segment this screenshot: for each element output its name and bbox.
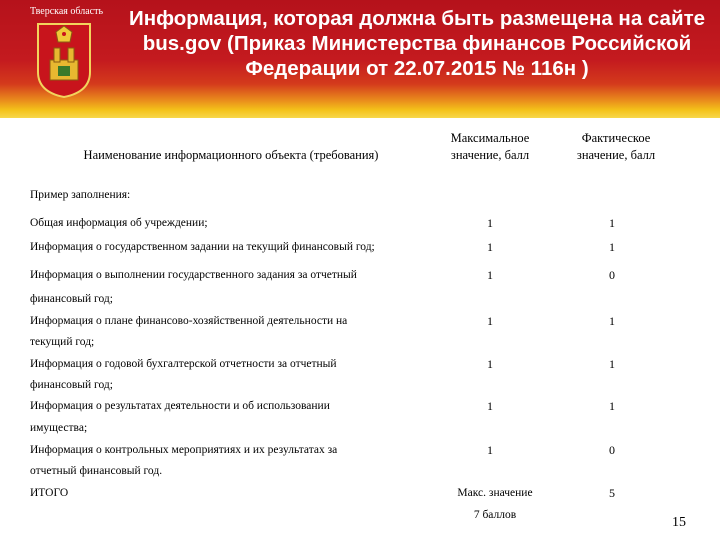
column-header-max	[426, 130, 554, 164]
column-header-line: значение, балл	[576, 148, 656, 162]
table-row-max: 1	[487, 268, 493, 282]
table-row-max: 1	[487, 240, 493, 254]
region-label: Тверская область	[30, 6, 104, 17]
column-header-fact	[552, 130, 680, 164]
example-label: Пример заполнения:	[30, 189, 131, 201]
table-row-fact: 1	[609, 399, 615, 413]
table-row-max: 1	[487, 399, 493, 413]
column-header-line: Фактическое	[581, 131, 651, 145]
table-row-max: 1	[487, 443, 493, 457]
column-header-name: Наименование информационного объекта (требования)	[83, 148, 379, 162]
total-max-points: 7 баллов	[473, 509, 517, 521]
table-row-text: Общая информация об учреждении;	[30, 217, 208, 229]
total-fact: 5	[609, 486, 615, 500]
table-row-text-cont: финансовый год;	[30, 379, 113, 391]
table-row-fact: 1	[609, 357, 615, 371]
table-row-text-cont: финансовый год;	[30, 293, 113, 305]
total-max: Макс. значение	[457, 487, 533, 499]
table-row-text-cont: имущества;	[30, 422, 88, 434]
table-row-fact: 1	[609, 314, 615, 328]
table-row-fact: 1	[609, 216, 615, 230]
total-label: ИТОГО	[30, 487, 69, 499]
table-row-text: Информация о плане финансово-хозяйственной деятельности на	[30, 315, 348, 327]
table-row-text: Информация о контрольных мероприятиях и их результатах за	[30, 444, 338, 456]
table-row-text-cont: текущий год;	[30, 336, 95, 348]
column-header-line: значение, балл	[450, 148, 530, 162]
title-line: bus.gov (Приказ Министерства финансов Российской	[142, 32, 692, 55]
table-row-text-cont: отчетный финансовый год.	[30, 465, 163, 477]
coat-of-arms-icon	[36, 22, 92, 98]
table-row-text: Информация о выполнении государственного задания за отчетный	[30, 269, 357, 281]
page-title	[122, 6, 712, 81]
table-row-fact: 1	[609, 240, 615, 254]
table-row-max: 1	[487, 357, 493, 371]
table-row-fact: 0	[609, 443, 615, 457]
column-header-line: Максимальное	[450, 131, 530, 145]
title-line: Информация, которая должна быть размещена на сайте	[128, 7, 706, 30]
title-line: Федерации от 22.07.2015 № 116н )	[245, 57, 589, 80]
header-banner	[0, 0, 720, 118]
table-row-fact: 0	[609, 268, 615, 282]
table-row-max: 1	[487, 216, 493, 230]
table-row-max: 1	[487, 314, 493, 328]
table-row-text: Информация о государственном задании на текущий финансовый год;	[30, 241, 375, 253]
page-number: 15	[672, 515, 686, 530]
table-row-text: Информация о результатах деятельности и об использовании	[30, 400, 330, 412]
table-row-text: Информация о годовой бухгалтерской отчетности за отчетный	[30, 358, 337, 370]
